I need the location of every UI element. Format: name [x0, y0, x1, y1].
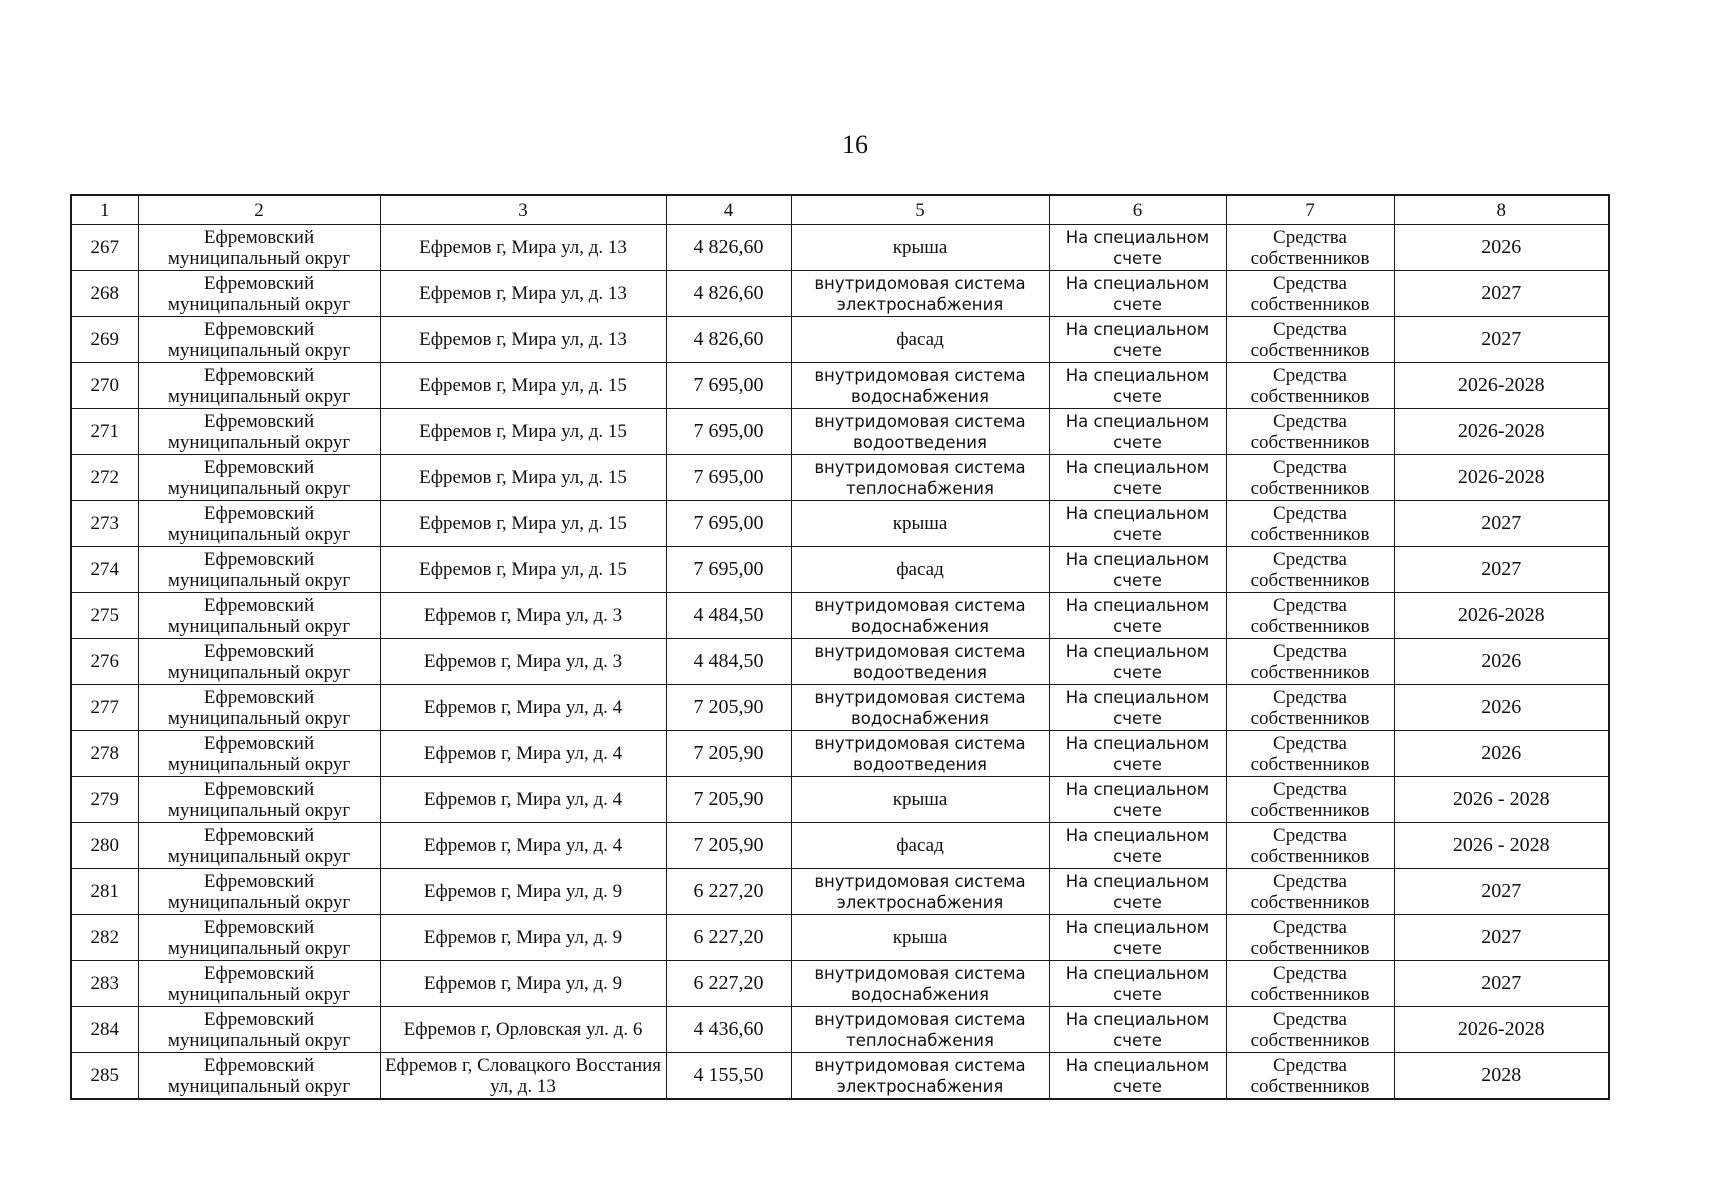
funding-source-cell: Средства собственников [1226, 869, 1394, 915]
address-cell: Ефремов г, Мира ул, д. 9 [380, 869, 666, 915]
fund-method-cell: На специальном счете [1049, 409, 1226, 455]
table-row [71, 915, 1609, 961]
row-number-cell: 278 [71, 731, 138, 777]
fund-method-cell: На специальном счете [1049, 501, 1226, 547]
address-cell: Ефремов г, Мира ул, д. 15 [380, 409, 666, 455]
address-cell: Ефремов г, Мира ул, д. 13 [380, 317, 666, 363]
district-cell: Ефремовский муниципальный округ [138, 731, 380, 777]
row-number-cell: 284 [71, 1007, 138, 1053]
district-cell: Ефремовский муниципальный округ [138, 639, 380, 685]
column-number-header: 8 [1394, 195, 1609, 225]
area-cell: 4 826,60 [666, 271, 791, 317]
fund-method-cell: На специальном счете [1049, 1053, 1226, 1100]
work-type-cell: внутридомовая система водоснабжения [791, 593, 1049, 639]
row-number-cell: 273 [71, 501, 138, 547]
row-number-cell: 280 [71, 823, 138, 869]
capital-repair-table [70, 194, 1610, 1100]
district-cell: Ефремовский муниципальный округ [138, 271, 380, 317]
table-row [71, 225, 1609, 271]
area-cell: 7 205,90 [666, 823, 791, 869]
row-number-cell: 269 [71, 317, 138, 363]
work-type-cell: внутридомовая система водоснабжения [791, 961, 1049, 1007]
period-cell: 2027 [1394, 961, 1609, 1007]
work-type-cell: внутридомовая система электроснабжения [791, 1053, 1049, 1100]
fund-method-cell: На специальном счете [1049, 777, 1226, 823]
table-body [71, 225, 1609, 1100]
funding-source-cell: Средства собственников [1226, 363, 1394, 409]
table-row [71, 869, 1609, 915]
fund-method-cell: На специальном счете [1049, 1007, 1226, 1053]
fund-method-cell: На специальном счете [1049, 869, 1226, 915]
area-cell: 7 205,90 [666, 777, 791, 823]
fund-method-cell: На специальном счете [1049, 547, 1226, 593]
fund-method-cell: На специальном счете [1049, 685, 1226, 731]
district-cell: Ефремовский муниципальный округ [138, 547, 380, 593]
funding-source-cell: Средства собственников [1226, 639, 1394, 685]
row-number-cell: 276 [71, 639, 138, 685]
fund-method-cell: На специальном счете [1049, 363, 1226, 409]
row-number-cell: 274 [71, 547, 138, 593]
period-cell: 2026-2028 [1394, 363, 1609, 409]
fund-method-cell: На специальном счете [1049, 823, 1226, 869]
period-cell: 2026-2028 [1394, 593, 1609, 639]
area-cell: 4 155,50 [666, 1053, 791, 1100]
period-cell: 2026-2028 [1394, 455, 1609, 501]
funding-source-cell: Средства собственников [1226, 593, 1394, 639]
row-number-cell: 281 [71, 869, 138, 915]
funding-source-cell: Средства собственников [1226, 455, 1394, 501]
fund-method-cell: На специальном счете [1049, 961, 1226, 1007]
work-type-cell: внутридомовая система электроснабжения [791, 271, 1049, 317]
work-type-cell: внутридомовая система водоотведения [791, 639, 1049, 685]
district-cell: Ефремовский муниципальный округ [138, 501, 380, 547]
period-cell: 2027 [1394, 271, 1609, 317]
period-cell: 2026 [1394, 639, 1609, 685]
column-number-header: 1 [71, 195, 138, 225]
work-type-cell: фасад [791, 547, 1049, 593]
district-cell: Ефремовский муниципальный округ [138, 869, 380, 915]
row-number-cell: 275 [71, 593, 138, 639]
district-cell: Ефремовский муниципальный округ [138, 915, 380, 961]
work-type-cell: внутридомовая система водоснабжения [791, 363, 1049, 409]
funding-source-cell: Средства собственников [1226, 1053, 1394, 1100]
address-cell: Ефремов г, Мира ул, д. 15 [380, 363, 666, 409]
district-cell: Ефремовский муниципальный округ [138, 455, 380, 501]
row-number-cell: 267 [71, 225, 138, 271]
area-cell: 7 695,00 [666, 455, 791, 501]
column-number-row [71, 195, 1609, 225]
table-row [71, 593, 1609, 639]
table-row [71, 639, 1609, 685]
funding-source-cell: Средства собственников [1226, 409, 1394, 455]
period-cell: 2027 [1394, 547, 1609, 593]
period-cell: 2026-2028 [1394, 1007, 1609, 1053]
district-cell: Ефремовский муниципальный округ [138, 823, 380, 869]
funding-source-cell: Средства собственников [1226, 1007, 1394, 1053]
table-row [71, 409, 1609, 455]
row-number-cell: 268 [71, 271, 138, 317]
row-number-cell: 270 [71, 363, 138, 409]
funding-source-cell: Средства собственников [1226, 225, 1394, 271]
fund-method-cell: На специальном счете [1049, 317, 1226, 363]
district-cell: Ефремовский муниципальный округ [138, 777, 380, 823]
period-cell: 2027 [1394, 869, 1609, 915]
work-type-cell: крыша [791, 777, 1049, 823]
district-cell: Ефремовский муниципальный округ [138, 225, 380, 271]
address-cell: Ефремов г, Мира ул, д. 13 [380, 225, 666, 271]
work-type-cell: внутридомовая система теплоснабжения [791, 455, 1049, 501]
row-number-cell: 279 [71, 777, 138, 823]
funding-source-cell: Средства собственников [1226, 685, 1394, 731]
row-number-cell: 285 [71, 1053, 138, 1100]
address-cell: Ефремов г, Мира ул, д. 3 [380, 639, 666, 685]
address-cell: Ефремов г, Мира ул, д. 15 [380, 501, 666, 547]
table-row [71, 961, 1609, 1007]
table-row [71, 501, 1609, 547]
funding-source-cell: Средства собственников [1226, 271, 1394, 317]
column-number-header: 3 [380, 195, 666, 225]
area-cell: 7 205,90 [666, 731, 791, 777]
district-cell: Ефремовский муниципальный округ [138, 685, 380, 731]
funding-source-cell: Средства собственников [1226, 731, 1394, 777]
period-cell: 2026-2028 [1394, 409, 1609, 455]
table-row [71, 271, 1609, 317]
address-cell: Ефремов г, Мира ул, д. 4 [380, 823, 666, 869]
period-cell: 2026 - 2028 [1394, 777, 1609, 823]
column-number-header: 2 [138, 195, 380, 225]
address-cell: Ефремов г, Мира ул, д. 9 [380, 961, 666, 1007]
address-cell: Ефремов г, Мира ул, д. 13 [380, 271, 666, 317]
area-cell: 4 484,50 [666, 593, 791, 639]
address-cell: Ефремов г, Мира ул, д. 4 [380, 731, 666, 777]
column-number-header: 4 [666, 195, 791, 225]
page-number: 16 [842, 130, 868, 159]
table-row [71, 731, 1609, 777]
area-cell: 6 227,20 [666, 915, 791, 961]
work-type-cell: внутридомовая система электроснабжения [791, 869, 1049, 915]
funding-source-cell: Средства собственников [1226, 501, 1394, 547]
work-type-cell: внутридомовая система водоотведения [791, 731, 1049, 777]
address-cell: Ефремов г, Мира ул, д. 4 [380, 685, 666, 731]
address-cell: Ефремов г, Мира ул, д. 4 [380, 777, 666, 823]
fund-method-cell: На специальном счете [1049, 731, 1226, 777]
table-row [71, 1007, 1609, 1053]
area-cell: 6 227,20 [666, 961, 791, 1007]
area-cell: 7 695,00 [666, 409, 791, 455]
period-cell: 2028 [1394, 1053, 1609, 1100]
district-cell: Ефремовский муниципальный округ [138, 961, 380, 1007]
funding-source-cell: Средства собственников [1226, 777, 1394, 823]
district-cell: Ефремовский муниципальный округ [138, 409, 380, 455]
table-row [71, 1053, 1609, 1100]
table-row [71, 317, 1609, 363]
row-number-cell: 272 [71, 455, 138, 501]
row-number-cell: 283 [71, 961, 138, 1007]
area-cell: 7 695,00 [666, 501, 791, 547]
period-cell: 2026 [1394, 685, 1609, 731]
table-row [71, 455, 1609, 501]
period-cell: 2026 - 2028 [1394, 823, 1609, 869]
area-cell: 4 436,60 [666, 1007, 791, 1053]
work-type-cell: внутридомовая система водоотведения [791, 409, 1049, 455]
address-cell: Ефремов г, Мира ул, д. 15 [380, 547, 666, 593]
address-cell: Ефремов г, Мира ул, д. 3 [380, 593, 666, 639]
column-number-header: 6 [1049, 195, 1226, 225]
address-cell: Ефремов г, Мира ул, д. 15 [380, 455, 666, 501]
table-row [71, 777, 1609, 823]
column-number-header: 7 [1226, 195, 1394, 225]
work-type-cell: фасад [791, 317, 1049, 363]
fund-method-cell: На специальном счете [1049, 915, 1226, 961]
district-cell: Ефремовский муниципальный округ [138, 1007, 380, 1053]
address-cell: Ефремов г, Орловская ул. д. 6 [380, 1007, 666, 1053]
table-row [71, 547, 1609, 593]
area-cell: 7 695,00 [666, 547, 791, 593]
work-type-cell: внутридомовая система теплоснабжения [791, 1007, 1049, 1053]
work-type-cell: крыша [791, 225, 1049, 271]
fund-method-cell: На специальном счете [1049, 271, 1226, 317]
row-number-cell: 271 [71, 409, 138, 455]
area-cell: 6 227,20 [666, 869, 791, 915]
area-cell: 4 826,60 [666, 225, 791, 271]
work-type-cell: крыша [791, 915, 1049, 961]
area-cell: 4 484,50 [666, 639, 791, 685]
address-cell: Ефремов г, Словацкого Восстания ул, д. 13 [380, 1053, 666, 1100]
funding-source-cell: Средства собственников [1226, 823, 1394, 869]
table-row [71, 823, 1609, 869]
period-cell: 2026 [1394, 225, 1609, 271]
area-cell: 7 205,90 [666, 685, 791, 731]
area-cell: 7 695,00 [666, 363, 791, 409]
work-type-cell: фасад [791, 823, 1049, 869]
work-type-cell: крыша [791, 501, 1049, 547]
district-cell: Ефремовский муниципальный округ [138, 363, 380, 409]
fund-method-cell: На специальном счете [1049, 639, 1226, 685]
period-cell: 2026 [1394, 731, 1609, 777]
column-number-header: 5 [791, 195, 1049, 225]
district-cell: Ефремовский муниципальный округ [138, 593, 380, 639]
table-row [71, 363, 1609, 409]
district-cell: Ефремовский муниципальный округ [138, 1053, 380, 1100]
work-type-cell: внутридомовая система водоснабжения [791, 685, 1049, 731]
funding-source-cell: Средства собственников [1226, 915, 1394, 961]
period-cell: 2027 [1394, 915, 1609, 961]
row-number-cell: 277 [71, 685, 138, 731]
period-cell: 2027 [1394, 501, 1609, 547]
funding-source-cell: Средства собственников [1226, 961, 1394, 1007]
row-number-cell: 282 [71, 915, 138, 961]
funding-source-cell: Средства собственников [1226, 317, 1394, 363]
fund-method-cell: На специальном счете [1049, 593, 1226, 639]
area-cell: 4 826,60 [666, 317, 791, 363]
fund-method-cell: На специальном счете [1049, 455, 1226, 501]
district-cell: Ефремовский муниципальный округ [138, 317, 380, 363]
address-cell: Ефремов г, Мира ул, д. 9 [380, 915, 666, 961]
period-cell: 2027 [1394, 317, 1609, 363]
funding-source-cell: Средства собственников [1226, 547, 1394, 593]
table-row [71, 685, 1609, 731]
fund-method-cell: На специальном счете [1049, 225, 1226, 271]
